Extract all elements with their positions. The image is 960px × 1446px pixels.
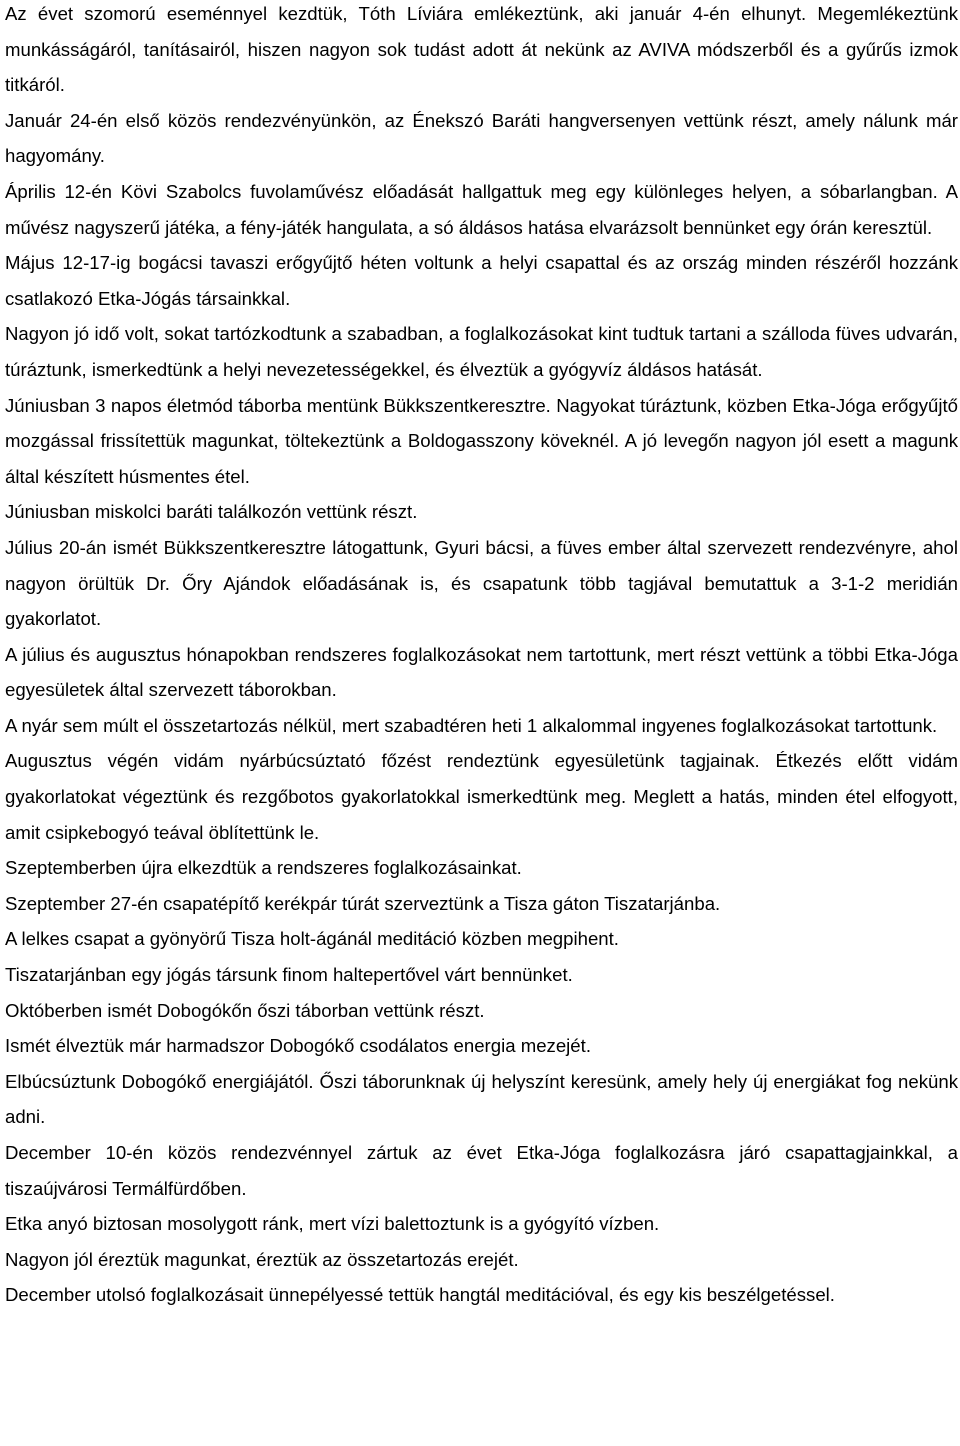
paragraph-december-termal: December 10-én közös rendezvénnyel zártuk az évet Etka-Jóga foglalkozásra járó csapattagjainkkal, a tiszaújvárosi Termálfürdőben. [5, 1142, 958, 1199]
paragraph-june-miskolc: Júniusban miskolci baráti találkozón vettünk részt. [5, 501, 418, 523]
paragraph-togetherness: Nagyon jól éreztük magunkat, éreztük az összetartozás erejét. [5, 1248, 519, 1270]
paragraph-july-bukkszentkereszt: Július 20-án ismét Bükkszentkeresztre látogattunk, Gyuri bácsi, a füves ember által szervezett rendezvényre, ahol nagyon örültük Dr. Őry Ajándok előadásának is, és csapatunk több tagjával bemutattuk a 3-1-2 meridián gyakorlatot. [5, 536, 958, 630]
paragraph-tisza-meditation: A lelkes csapat a gyönyörű Tisza holt-ágánál meditáció közben megpihent. [5, 928, 619, 950]
paragraph-october-dobogoko: Októberben ismét Dobogókőn őszi táborban vettünk részt. [5, 999, 485, 1021]
paragraph-july-august: A július és augusztus hónapokban rendszeres foglalkozásokat nem tartottunk, mert részt vettünk a többi Etka-Jóga egyesületek által szervezett táborokban. [5, 643, 958, 701]
paragraph-september-bike-tour: Szeptember 27-én csapatépítő kerékpár túrát szerveztünk a Tisza gáton Tiszatarjánba. [5, 892, 721, 914]
paragraph-memorial: Az évet szomorú eseménnyel kezdtük, Tóth Líviára emlékeztünk, aki január 4-én elhunyt. Megemlékeztünk munkásságáról, tanításairól, hiszen nagyon sok tudást adott át nekünk az AVIVA módszerből és a gyűrűs izmok titkáról. [5, 3, 958, 96]
paragraph-august-cooking: Augusztus végén vidám nyárbúcsúztató főzést rendeztünk egyesületünk tagjainak. Étkezés előtt vidám gyakorlatokat végeztünk és rezgőbotos gyakorlatokkal ismerkedtünk meg. Meglett a hatás, minden étel elfogyott, amit csipkebogyó teával öblítettünk le. [5, 750, 958, 843]
paragraph-tiszatarjan: Tiszatarjánban egy jógás társunk finom haltepertővel várt bennünket. [5, 964, 573, 986]
paragraph-january-concert: Január 24-én első közös rendezvényünkön, az Énekszó Baráti hangversenyen vettünk részt, amely nálunk már hagyomány. [5, 109, 958, 167]
paragraph-april-salt-cave: Április 12-én Kövi Szabolcs fuvolaművész előadását hallgattuk meg egy különleges helyen, a sóbarlangban. A művész nagyszerű játéka, a fény-játék hangulata, a só áldásos hatása elvarázsolt bennünket egy órán keresztül. [5, 180, 958, 238]
paragraph-etka-anyo: Etka anyó biztosan mosolygott ránk, mert vízi balettoztunk is a gyógyító vízben. [5, 1213, 660, 1235]
paragraph-weather: Nagyon jó idő volt, sokat tartózkodtunk a szabadban, a foglalkozásokat kint tudtuk tartani a szálloda füves udvarán, túráztunk, ismerkedtünk a helyi nevezetességekkel, és élveztük a gyógyvíz áldásos hatását. [5, 323, 958, 380]
paragraph-dobogoko-energy: Ismét élveztük már harmadszor Dobogókő csodálatos energia mezejét. [5, 1035, 591, 1057]
paragraph-farewell-dobogoko: Elbúcsúztunk Dobogókő energiájától. Őszi táborunknak új helyszínt keresünk, amely hely új energiákat fog nekünk adni. [5, 1070, 958, 1128]
paragraph-december-closing: December utolsó foglalkozásait ünnepélyessé tettük hangtál meditációval, és egy kis beszélgetéssel. [5, 1284, 835, 1306]
paragraph-june-camp: Júniusban 3 napos életmód táborba mentünk Bükkszentkeresztre. Nagyokat túráztunk, közben Etka-Jóga erőgyűjtő mozgással frissítettük magunkat, töltekeztünk a Boldogasszony köveknél. A jó levegőn nagyon jól esett a magunk által készített húsmentes étel. [5, 394, 958, 487]
paragraph-september-restart: Szeptemberben újra elkezdtük a rendszeres foglalkozásainkat. [5, 857, 522, 879]
paragraph-summer: A nyár sem múlt el összetartozás nélkül, mert szabadtéren heti 1 alkalommal ingyenes foglalkozásokat tartottunk. [5, 714, 938, 736]
paragraph-may-bogacs: Május 12-17-ig bogácsi tavaszi erőgyűjtő héten voltunk a helyi csapattal és az ország minden részéről hozzánk csatlakozó Etka-Jógás társainkkal. [5, 252, 958, 309]
